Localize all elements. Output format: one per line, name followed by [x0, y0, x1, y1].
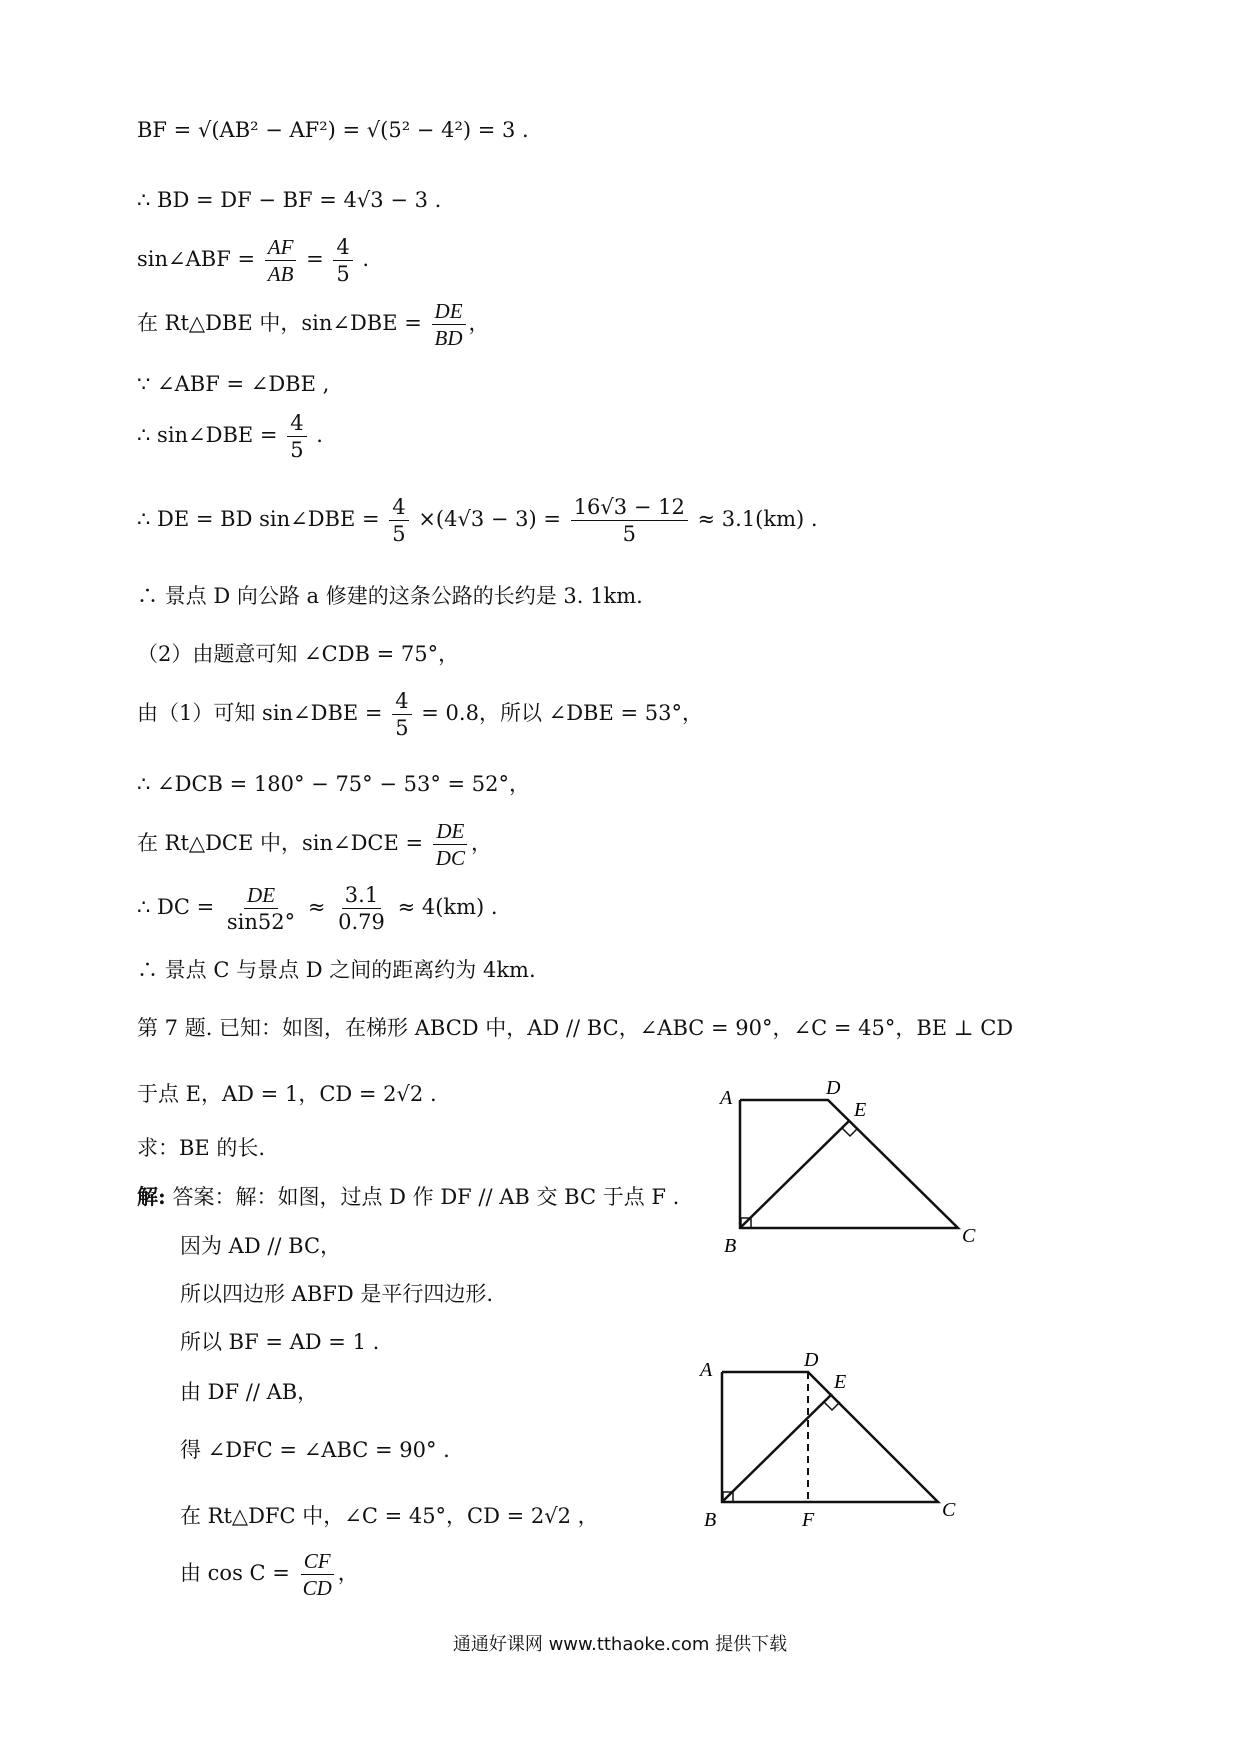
- footer-text: 通通好课网 www.tthaoke.com 提供下载: [452, 1634, 788, 1655]
- numerator: AF: [265, 236, 297, 261]
- fraction: [392, 690, 411, 739]
- numerator: 3.1: [342, 884, 381, 909]
- denominator: DC: [435, 846, 465, 871]
- label-D: D: [826, 1077, 841, 1099]
- line-step3: 所以 BF = AD = 1 .: [180, 1330, 380, 1354]
- numerator: 4: [333, 236, 352, 261]
- text: 答案：解：如图，过点 D 作 DF // AB 交 BC 于点 F .: [172, 1185, 680, 1209]
- label-C: C: [962, 1225, 976, 1247]
- numerator: CF: [301, 1550, 334, 1575]
- line-dc: ∴ DC = $\frac{DE}{\sin 52^\circ}$ ≈ $\frac{3.1}{0.79}$ ≈ 4(km) .: [137, 883, 498, 935]
- denominator: 5: [392, 522, 406, 547]
- denominator: CD: [302, 1576, 332, 1601]
- numerator: DE: [432, 300, 466, 325]
- fraction: [433, 820, 468, 869]
- denominator: 5: [290, 438, 304, 463]
- numerator: 4: [389, 496, 408, 521]
- line-bd: ∴ BD = DF − BF = 4√3 − 3 .: [137, 188, 442, 212]
- trapezoid-figure-1: [700, 1070, 1000, 1260]
- line-sin-dbe-value: ∴ sin∠DBE = $\frac{4}{5}$ .: [137, 411, 323, 463]
- text: ∴ DC =: [137, 895, 215, 920]
- text: 由（1）可知 sin∠DBE =: [137, 701, 383, 726]
- line-part2: （2）由题意可知 ∠CDB = 75°，: [137, 642, 460, 666]
- denominator: sin52°: [226, 910, 296, 935]
- line-because: ∵ ∠ABF = ∠DBE ,: [137, 372, 330, 396]
- line-de: [137, 496, 818, 545]
- text: = 0.8，所以 ∠DBE = 53°，: [421, 701, 703, 726]
- label-B: B: [704, 1509, 717, 1531]
- line-step2: 所以四边形 ABFD 是平行四边形.: [180, 1282, 494, 1306]
- text: 在 Rt△DCE 中，sin∠DCE =: [137, 831, 424, 856]
- label-D: D: [804, 1349, 819, 1371]
- text: ≈ 3.1(km) .: [697, 507, 818, 532]
- numerator: DE: [433, 820, 467, 845]
- label-E: E: [834, 1371, 847, 1393]
- text: 由 cos C =: [180, 1561, 290, 1586]
- numerator: 4: [392, 690, 411, 715]
- fraction: [300, 1550, 335, 1599]
- fraction: [389, 496, 408, 545]
- denominator: 5: [395, 716, 409, 741]
- trapezoid-figure-2: [680, 1340, 990, 1530]
- line-sin-dce: 在 Rt△DCE 中，sin∠DCE = $\frac{DE}{DC}$ ，: [137, 819, 492, 871]
- line-step7: 由 cos C = $\frac{CF}{CD}$ ，: [180, 1549, 359, 1601]
- label-C: C: [942, 1499, 956, 1521]
- line-dcb: ∴ ∠DCB = 180° − 75° − 53° = 52°，: [137, 772, 531, 796]
- label-F: F: [802, 1509, 815, 1531]
- numerator: 16√3 − 12: [571, 496, 688, 521]
- line-sin-dbe: 在 Rt△DBE 中，sin∠DBE = $\frac{DE}{BD}$ ，: [137, 299, 490, 351]
- fraction: [571, 496, 688, 545]
- line-bf: BF = √(AB² − AF²) = √(5² − 4²) = 3 .: [137, 118, 529, 142]
- line-step1: 因为 AD // BC，: [180, 1234, 342, 1258]
- line-sin-abf: sin∠ABF = $\frac{AF}{AB}$ = $\frac{4}{5}$ .: [137, 235, 370, 287]
- fraction: [265, 236, 297, 285]
- solution-label: 解:: [137, 1184, 166, 1209]
- line-problem7: 第 7 题. 已知：如图，在梯形 ABCD 中，AD // BC，∠ABC = 90°，∠C = 45°，BE ⊥ CD: [137, 1016, 1014, 1040]
- label-B: B: [724, 1235, 737, 1257]
- line-given: 于点 E，AD = 1，CD = 2√2 .: [137, 1082, 437, 1106]
- fraction: [335, 884, 388, 933]
- text: ×(4√3 − 3) =: [418, 507, 561, 532]
- denominator: 5: [622, 522, 636, 547]
- line-step5: 得 ∠DFC = ∠ABC = 90° .: [180, 1438, 450, 1462]
- text: ∴ sin∠DBE =: [137, 423, 278, 448]
- fraction: [333, 236, 352, 285]
- text: ≈ 4(km) .: [397, 895, 498, 920]
- label-A: A: [720, 1087, 733, 1109]
- line-dbe-angle: [137, 690, 703, 739]
- denominator: AB: [267, 262, 294, 287]
- text: ∴ DE = BD sin∠DBE =: [137, 507, 380, 532]
- label-A: A: [700, 1359, 713, 1381]
- text: sin∠ABF =: [137, 247, 256, 272]
- line-step6: 在 Rt△DFC 中，∠C = 45°，CD = 2√2 ，: [180, 1504, 599, 1528]
- text: 在 Rt△DBE 中，sin∠DBE =: [137, 311, 422, 336]
- denominator: 5: [336, 262, 350, 287]
- label-E: E: [854, 1099, 867, 1121]
- denominator: 0.79: [338, 910, 385, 935]
- line-solution: [137, 1186, 679, 1208]
- fraction: [224, 884, 298, 933]
- line-conclusion-2: ∴ 景点 C 与景点 D 之间的距离约为 4km.: [137, 958, 536, 982]
- numerator: DE: [244, 884, 278, 909]
- line-conclusion-1: ∴ 景点 D 向公路 a 修建的这条公路的长约是 3. 1km.: [137, 584, 643, 608]
- line-step4: 由 DF // AB，: [180, 1380, 319, 1404]
- denominator: BD: [434, 326, 463, 351]
- line-find: 求：BE 的长.: [137, 1136, 266, 1160]
- fraction: [432, 300, 466, 349]
- numerator: 4: [287, 412, 306, 437]
- fraction: [287, 412, 306, 461]
